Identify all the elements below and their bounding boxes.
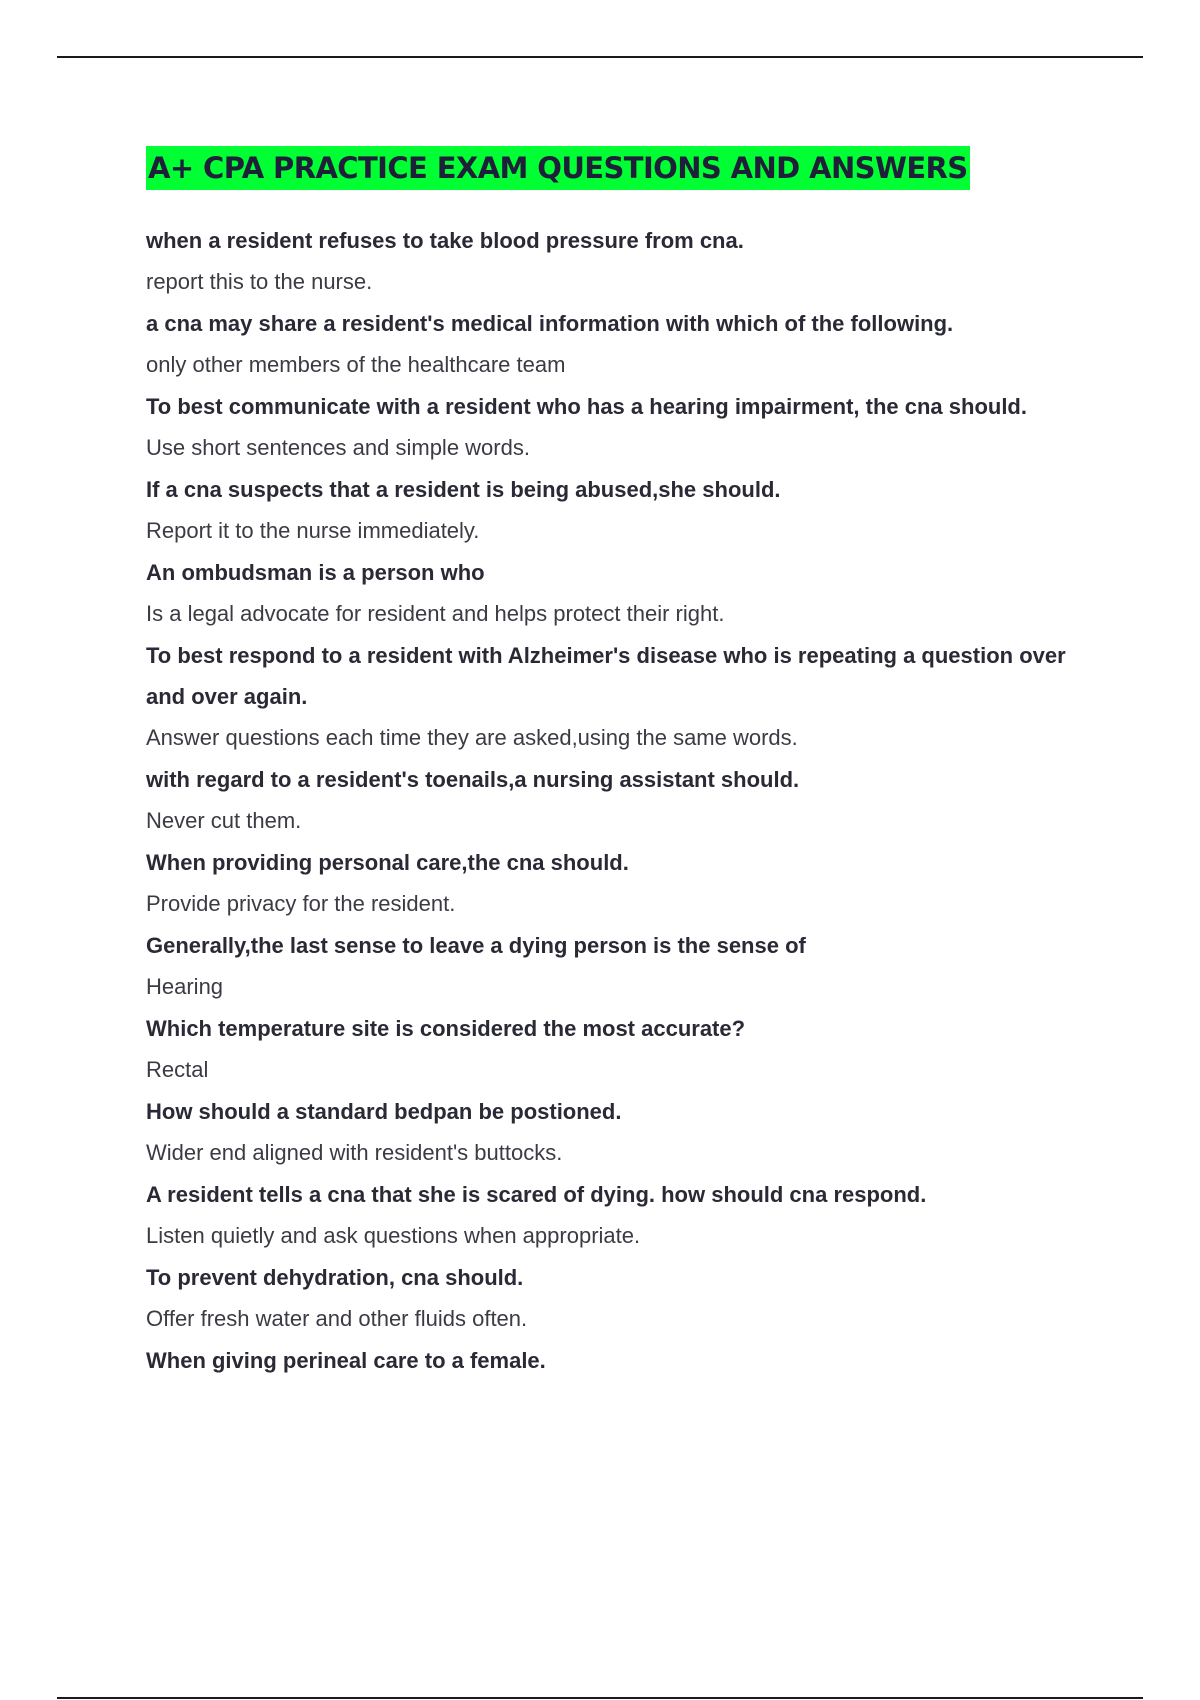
question-3: To best communicate with a resident who has a hearing impairment, the cna should. [146, 394, 1027, 419]
answer-3: Use short sentences and simple words. [146, 435, 530, 460]
answer-2: only other members of the healthcare team [146, 352, 566, 377]
answer-11: Wider end aligned with resident's buttocks. [146, 1140, 563, 1165]
answer-13: Offer fresh water and other fluids often. [146, 1306, 528, 1331]
question-6: To best respond to a resident with Alzheimer's disease who is repeating a question over and over again. [146, 643, 1066, 709]
answer-5: Is a legal advocate for resident and helps protect their right. [146, 601, 725, 626]
question-5: An ombudsman is a person who [146, 560, 485, 585]
question-13: To prevent dehydration, cna should. [146, 1265, 524, 1290]
question-4: If a cna suspects that a resident is being abused,she should. [146, 477, 781, 502]
question-9: Generally,the last sense to leave a dying person is the sense of [146, 933, 806, 958]
question-8: When providing personal care,the cna should. [146, 850, 629, 875]
document-body [146, 146, 1066, 1381]
document-title: A+ CPA PRACTICE EXAM QUESTIONS AND ANSWERS [146, 146, 970, 190]
answer-4: Report it to the nurse immediately. [146, 518, 480, 543]
header-rule [57, 56, 1143, 58]
answer-1: report this to the nurse. [146, 269, 373, 294]
answer-7: Never cut them. [146, 808, 302, 833]
question-14: When giving perineal care to a female. [146, 1348, 546, 1373]
question-1: when a resident refuses to take blood pressure from cna. [146, 228, 744, 253]
footer-rule [57, 1697, 1143, 1699]
answer-6: Answer questions each time they are asked,using the same words. [146, 725, 798, 750]
question-10: Which temperature site is considered the most accurate? [146, 1016, 746, 1041]
question-2: a cna may share a resident's medical information with which of the following. [146, 311, 954, 336]
qa-list [146, 220, 1066, 1381]
answer-12: Listen quietly and ask questions when appropriate. [146, 1223, 641, 1248]
answer-9: Hearing [146, 974, 224, 999]
question-11: How should a standard bedpan be postioned. [146, 1099, 622, 1124]
answer-10: Rectal [146, 1057, 209, 1082]
answer-8: Provide privacy for the resident. [146, 891, 456, 916]
question-12: A resident tells a cna that she is scared of dying. how should cna respond. [146, 1182, 927, 1207]
question-7: with regard to a resident's toenails,a nursing assistant should. [146, 767, 800, 792]
